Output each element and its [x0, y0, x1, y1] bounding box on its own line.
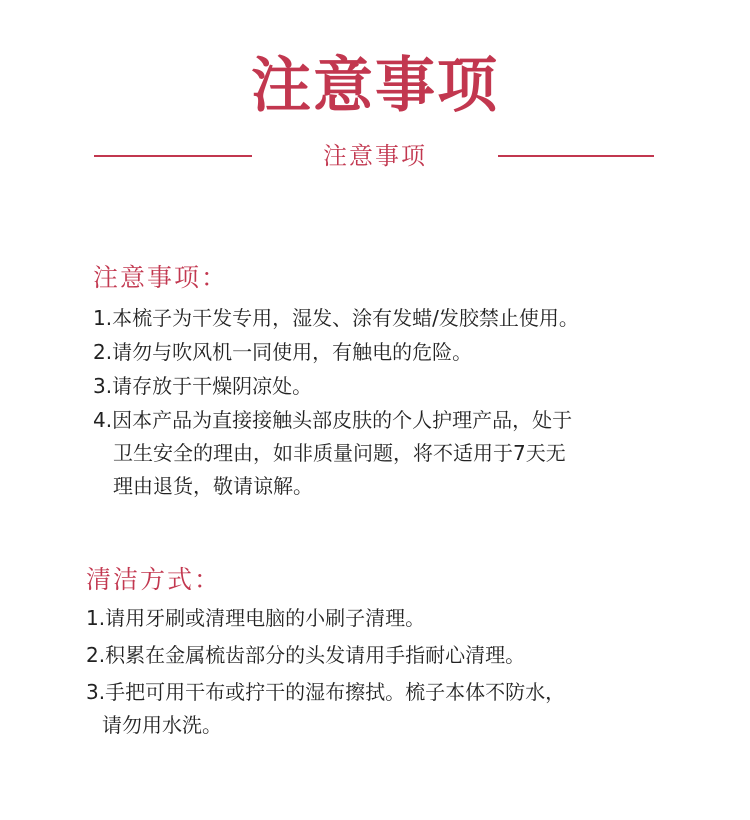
item-number: 1. [93, 306, 113, 330]
right-divider [498, 155, 654, 157]
item-first-line [86, 639, 666, 672]
item-text: 请用牙刷或清理电脑的小刷子清理。 [105, 606, 426, 630]
item-first-line [86, 602, 666, 635]
item-first-line [93, 404, 673, 437]
item-first-line [93, 370, 673, 403]
cleaning-heading: 清洁方式： [86, 565, 222, 594]
item-text: 手把可用干布或拧干的湿布擦拭。梳子本体不防水， [105, 680, 566, 704]
item-number: 1. [86, 606, 106, 630]
item-first-line [93, 302, 673, 335]
item-number: 3. [93, 374, 113, 398]
item-continuation: 请勿用水洗。 [102, 713, 222, 737]
list-item [0, 602, 666, 635]
item-number: 2. [93, 340, 113, 364]
item-text: 因本产品为直接接触头部皮肤的个人护理产品，处于 [112, 408, 573, 432]
subtitle-row [0, 138, 750, 174]
item-number: 3. [86, 680, 106, 704]
left-divider [94, 155, 252, 157]
cleaning-list [0, 602, 750, 746]
item-number: 4. [93, 408, 113, 432]
item-text: 请存放于干燥阴凉处。 [112, 374, 313, 398]
list-item [0, 336, 673, 369]
item-number: 2. [86, 643, 106, 667]
item-first-line [86, 676, 666, 709]
list-item [0, 302, 673, 335]
item-text: 请勿与吹风机一同使用，有触电的危险。 [112, 340, 473, 364]
item-first-line [93, 336, 673, 369]
list-item [0, 404, 673, 503]
item-continuation: 理由退货，敬请谅解。 [113, 474, 313, 498]
list-item [0, 676, 666, 742]
subtitle: 注意事项 [323, 142, 427, 170]
item-text: 积累在金属梳齿部分的头发请用手指耐心清理。 [105, 643, 526, 667]
list-item [0, 370, 673, 403]
item-text: 本梳子为干发专用，湿发、涂有发蜡/发胶禁止使用。 [112, 306, 579, 330]
notes-heading: 注意事项： [93, 263, 229, 292]
notes-list [0, 302, 750, 504]
list-item [0, 639, 666, 672]
item-continuation: 卫生安全的理由，如非质量问题，将不适用于7天无 [113, 441, 566, 465]
page-title: 注意事项 [251, 51, 499, 121]
